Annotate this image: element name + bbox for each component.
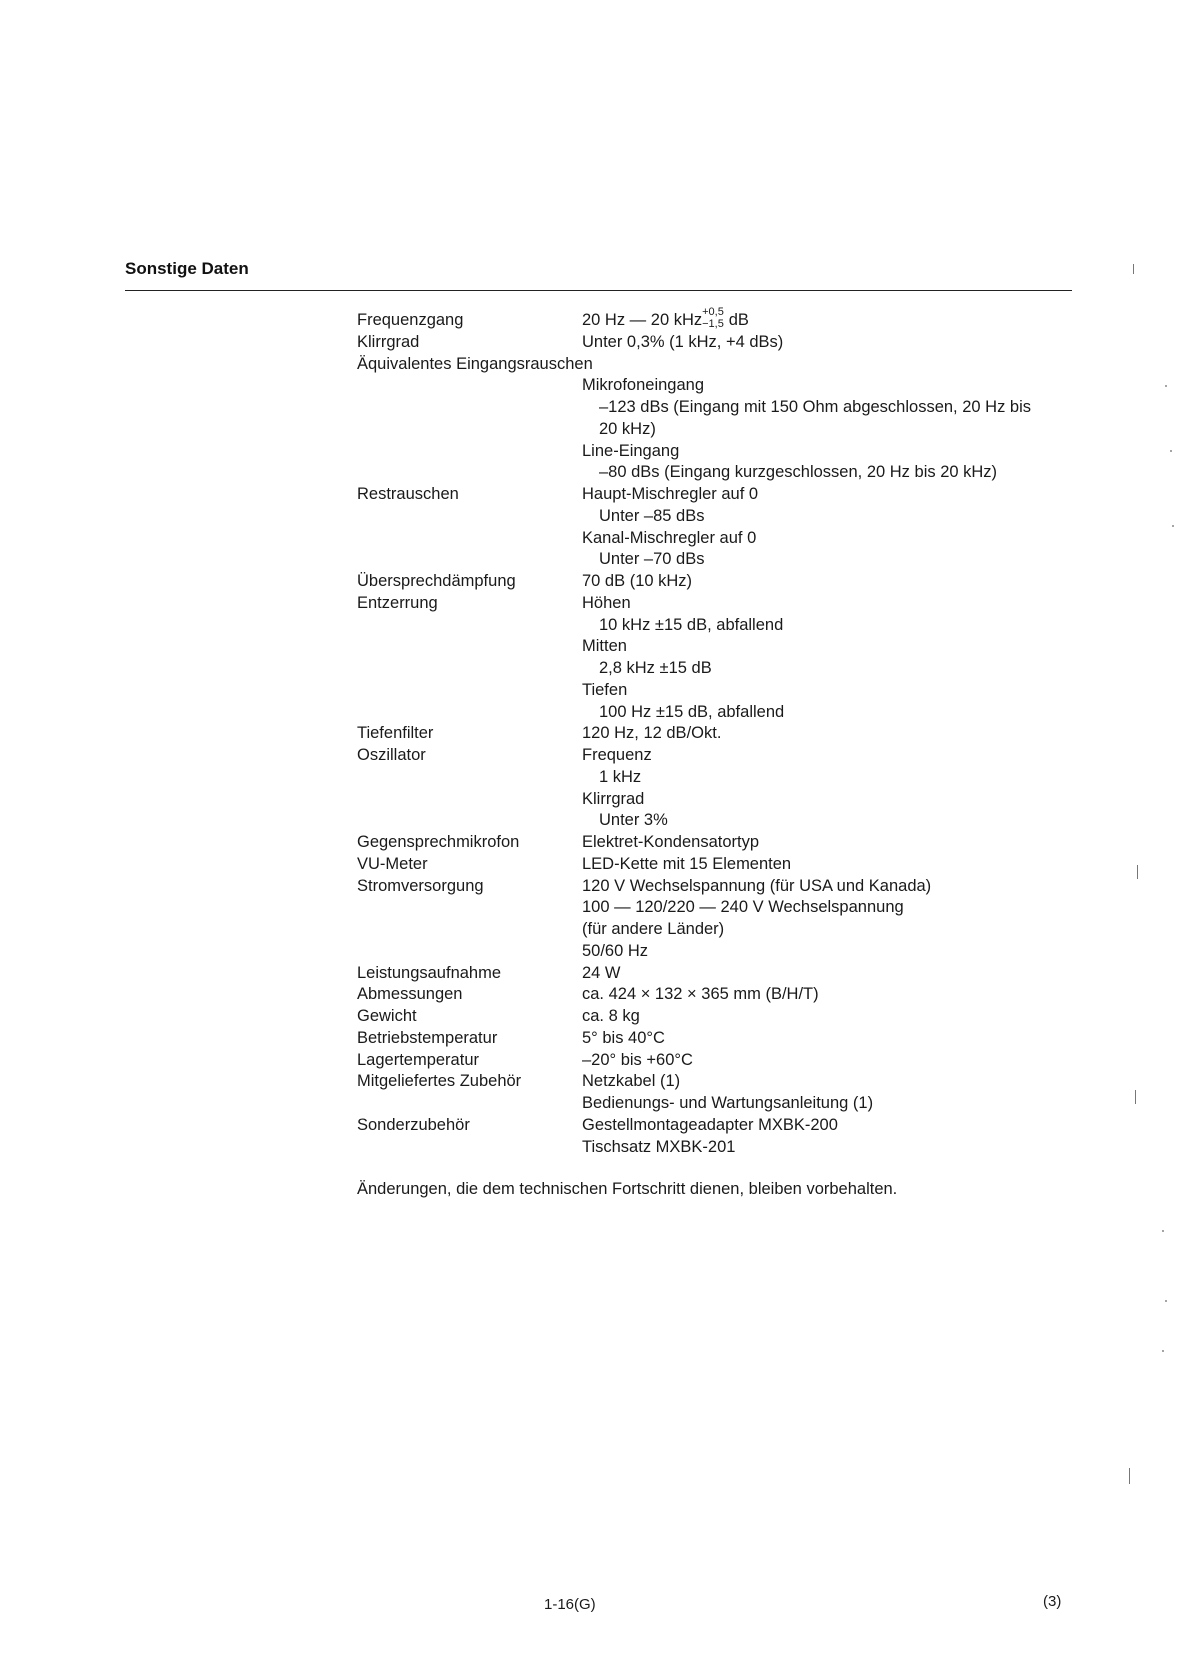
spec-row: [0, 353, 1190, 375]
spec-value: Tiefen: [582, 680, 628, 699]
spec-label: Entzerrung: [357, 593, 438, 612]
spec-value: LED-Kette mit 15 Elementen: [582, 854, 792, 873]
spec-row: [0, 635, 1190, 657]
spec-row: [0, 461, 1190, 483]
spec-label: Mitgeliefertes Zubehör: [357, 1072, 522, 1091]
spec-label: Tiefenfilter: [357, 724, 434, 743]
spec-value: Höhen: [582, 593, 631, 612]
spec-label: Restrauschen: [357, 485, 459, 503]
spec-value: 100 — 120/220 — 240 V Wechselspannung: [582, 898, 904, 917]
scan-speck: [1165, 385, 1167, 387]
spec-value: Netzkabel (1): [582, 1072, 681, 1091]
spec-row: [0, 305, 1190, 331]
spec-value: –123 dBs (Eingang mit 150 Ohm abgeschlossen, 20 Hz bis: [599, 398, 1031, 416]
spec-value: 10 kHz ±15 dB, abfallend: [599, 615, 784, 634]
spec-label: Übersprechdämpfung: [357, 572, 516, 590]
spec-value: 5° bis 40°C: [582, 1028, 665, 1047]
spec-row: [0, 1049, 1190, 1071]
spec-row: [0, 962, 1190, 984]
spec-label: Betriebstemperatur: [357, 1028, 498, 1047]
spec-value: 120 V Wechselspannung (für USA und Kanada): [582, 876, 932, 895]
spec-row: [0, 1114, 1190, 1136]
spec-row: [0, 614, 1190, 636]
spec-value-text: 20 Hz — 20 kHz: [582, 311, 703, 329]
spec-row: [0, 744, 1190, 766]
tolerance-upper: +0,5: [702, 305, 724, 318]
spec-row: [0, 1136, 1190, 1158]
spec-row: [0, 570, 1190, 592]
spec-value: 20 kHz): [599, 419, 656, 438]
spec-value: Mikrofoneingang: [582, 376, 704, 395]
spec-row: [0, 483, 1190, 505]
edge-mark: [1135, 1090, 1136, 1104]
spec-value: Haupt-Mischregler auf 0: [582, 485, 759, 503]
spec-label: Leistungsaufnahme: [357, 963, 502, 982]
spec-row: [0, 548, 1190, 570]
spec-row: [0, 418, 1190, 440]
spec-value: Klirrgrad: [582, 789, 645, 808]
spec-value: ca. 424 × 132 × 365 mm (B/H/T): [582, 985, 819, 1004]
spec-label: Gewicht: [357, 1007, 417, 1025]
spec-row: [0, 505, 1190, 527]
spec-value: –80 dBs (Eingang kurzgeschlossen, 20 Hz bis 20 kHz): [599, 463, 998, 482]
spec-row: [0, 896, 1190, 918]
edge-mark: [1133, 264, 1134, 274]
spec-row: [0, 1070, 1190, 1092]
spec-row: [0, 331, 1190, 353]
spec-row: [0, 1027, 1190, 1049]
spec-row: [0, 657, 1190, 679]
spec-row: [0, 396, 1190, 418]
spec-row: [0, 722, 1190, 744]
spec-value: ca. 8 kg: [582, 1007, 640, 1025]
spec-value: Unter 0,3% (1 kHz, +4 dBs): [582, 332, 784, 351]
spec-label: Stromversorgung: [357, 876, 484, 895]
spec-row: [0, 1092, 1190, 1114]
tolerance-lower: −1,5: [702, 317, 724, 330]
spec-row: [0, 788, 1190, 810]
spec-row: [0, 440, 1190, 462]
spec-value: 2,8 kHz ±15 dB: [599, 659, 712, 677]
spec-label: Frequenzgang: [357, 311, 464, 329]
tolerance: [702, 305, 724, 332]
edge-mark: [1129, 1468, 1130, 1484]
spec-value: Line-Eingang: [582, 441, 680, 460]
scan-speck: [1162, 1350, 1164, 1352]
spec-value: 1 kHz: [599, 767, 642, 786]
spec-value: 100 Hz ±15 dB, abfallend: [599, 702, 785, 721]
spec-label: Oszillator: [357, 746, 426, 764]
spec-label: Sonderzubehör: [357, 1115, 470, 1134]
spec-row: [0, 983, 1190, 1005]
page-code: 1-16(G): [544, 1596, 596, 1613]
section-heading: Sonstige Daten: [125, 259, 249, 278]
spec-row: [0, 875, 1190, 897]
spec-value: Kanal-Mischregler auf 0: [582, 528, 757, 547]
spec-value: Tischsatz MXBK-201: [582, 1137, 736, 1156]
spec-value: Unter –85 dBs: [599, 506, 705, 525]
scan-speck: [1165, 1300, 1167, 1302]
page-number: (3): [1043, 1593, 1062, 1610]
spec-label: VU-Meter: [357, 854, 428, 873]
spec-value: [582, 305, 749, 332]
spec-row: [0, 766, 1190, 788]
spec-label: Lagertemperatur: [357, 1050, 479, 1069]
spec-value: 24 W: [582, 963, 621, 982]
spec-label: Abmessungen: [357, 985, 463, 1004]
spec-row: [0, 527, 1190, 549]
spec-row: [0, 679, 1190, 701]
spec-value: Mitten: [582, 637, 627, 656]
spec-value: Unter 3%: [599, 811, 668, 830]
scan-speck: [1170, 450, 1172, 452]
spec-row: [0, 918, 1190, 940]
spec-value: 50/60 Hz: [582, 941, 649, 960]
spec-label: Klirrgrad: [357, 332, 420, 351]
spec-row: [0, 592, 1190, 614]
spec-value-unit: dB: [724, 311, 749, 329]
spec-label: Äquivalentes Eingangsrauschen: [357, 354, 593, 373]
spec-value: Elektret-Kondensatortyp: [582, 833, 760, 851]
scan-speck: [1162, 1230, 1164, 1232]
spec-row: [0, 809, 1190, 831]
spec-value: 120 Hz, 12 dB/Okt.: [582, 724, 722, 743]
spec-value: Gestellmontageadapter MXBK-200: [582, 1115, 838, 1134]
spec-row: [0, 940, 1190, 962]
spec-value: Frequenz: [582, 746, 652, 764]
spec-value: (für andere Länder): [582, 920, 725, 938]
spec-row: [0, 701, 1190, 723]
edge-mark: [1137, 865, 1138, 879]
spec-row: [0, 1005, 1190, 1027]
disclaimer-note: Änderungen, die dem technischen Fortschritt dienen, bleiben vorbehalten.: [357, 1180, 898, 1198]
spec-row: [0, 853, 1190, 875]
spec-value: Bedienungs- und Wartungsanleitung (1): [582, 1094, 874, 1112]
spec-row: [0, 831, 1190, 853]
spec-value: 70 dB (10 kHz): [582, 572, 693, 590]
spec-label: Gegensprechmikrofon: [357, 833, 520, 851]
spec-value: Unter –70 dBs: [599, 550, 705, 569]
spec-value: –20° bis +60°C: [582, 1050, 693, 1069]
spec-row: [0, 374, 1190, 396]
scan-speck: [1172, 525, 1174, 527]
